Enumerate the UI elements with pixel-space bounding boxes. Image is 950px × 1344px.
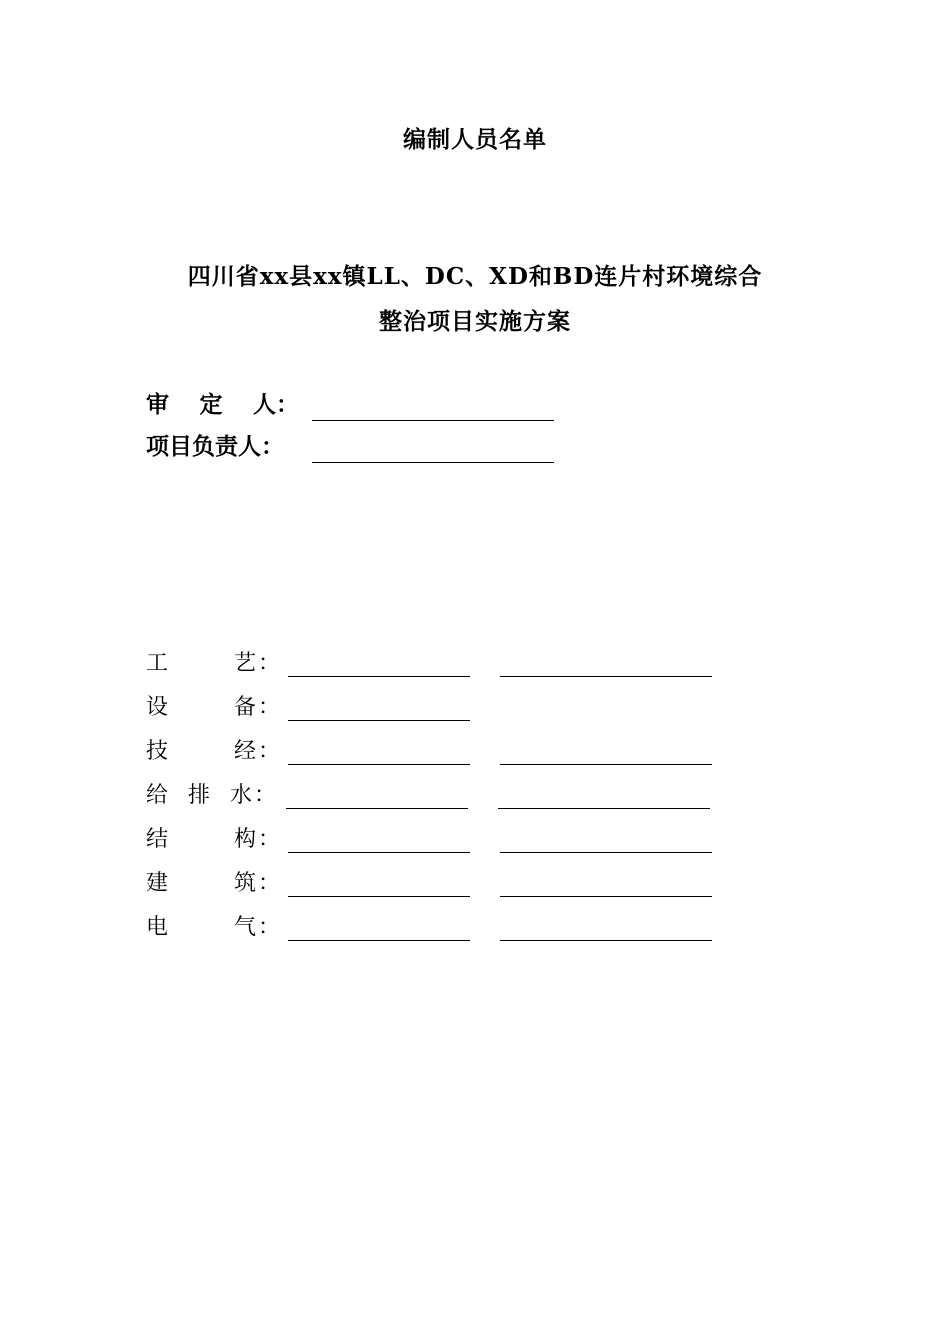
project-leader-row bbox=[146, 431, 554, 463]
staff-label: 建 筑 ： bbox=[146, 871, 281, 896]
project-title bbox=[0, 254, 950, 344]
staff-signature-line-2[interactable] bbox=[500, 738, 712, 765]
staff-signature-line-2[interactable] bbox=[500, 914, 712, 941]
staff-signature-line-1[interactable] bbox=[288, 694, 470, 721]
staff-label: 技 经 ： bbox=[146, 739, 281, 764]
staff-label: 给 排 水 ： bbox=[146, 783, 277, 808]
staff-signature-line-1[interactable] bbox=[288, 650, 470, 677]
staff-label: 工 艺 ： bbox=[146, 651, 281, 676]
staff-signature-line-1[interactable] bbox=[288, 870, 470, 897]
staff-signature-line-2[interactable] bbox=[500, 826, 712, 853]
staff-signature-line-1[interactable] bbox=[288, 914, 470, 941]
staff-signature-line-2[interactable] bbox=[498, 782, 710, 809]
staff-signature-line-2[interactable] bbox=[500, 870, 712, 897]
staff-label: 设 备 ： bbox=[146, 695, 281, 720]
approver-row bbox=[146, 389, 554, 421]
staff-signature-line-1[interactable] bbox=[288, 826, 470, 853]
staff-label: 电 气 ： bbox=[146, 915, 281, 940]
project-leader-label: 项目负责人： bbox=[146, 433, 284, 460]
staff-label: 结 构 ： bbox=[146, 827, 281, 852]
project-leader-signature-line[interactable] bbox=[312, 434, 554, 463]
page-title: 编制人员名单 bbox=[403, 126, 547, 153]
staff-signature-line-2[interactable] bbox=[500, 650, 712, 677]
approver-label: 审 定 人 ： bbox=[146, 391, 299, 418]
staff-signature-line-1[interactable] bbox=[286, 782, 468, 809]
approver-signature-line[interactable] bbox=[312, 392, 554, 421]
project-title-line-2: 整治项目实施方案 bbox=[379, 308, 571, 335]
staff-signature-line-1[interactable] bbox=[288, 738, 470, 765]
project-title-line-1: 四川省xx县xx镇LL、DC、XD和BD连片村环境综合 bbox=[187, 263, 763, 290]
